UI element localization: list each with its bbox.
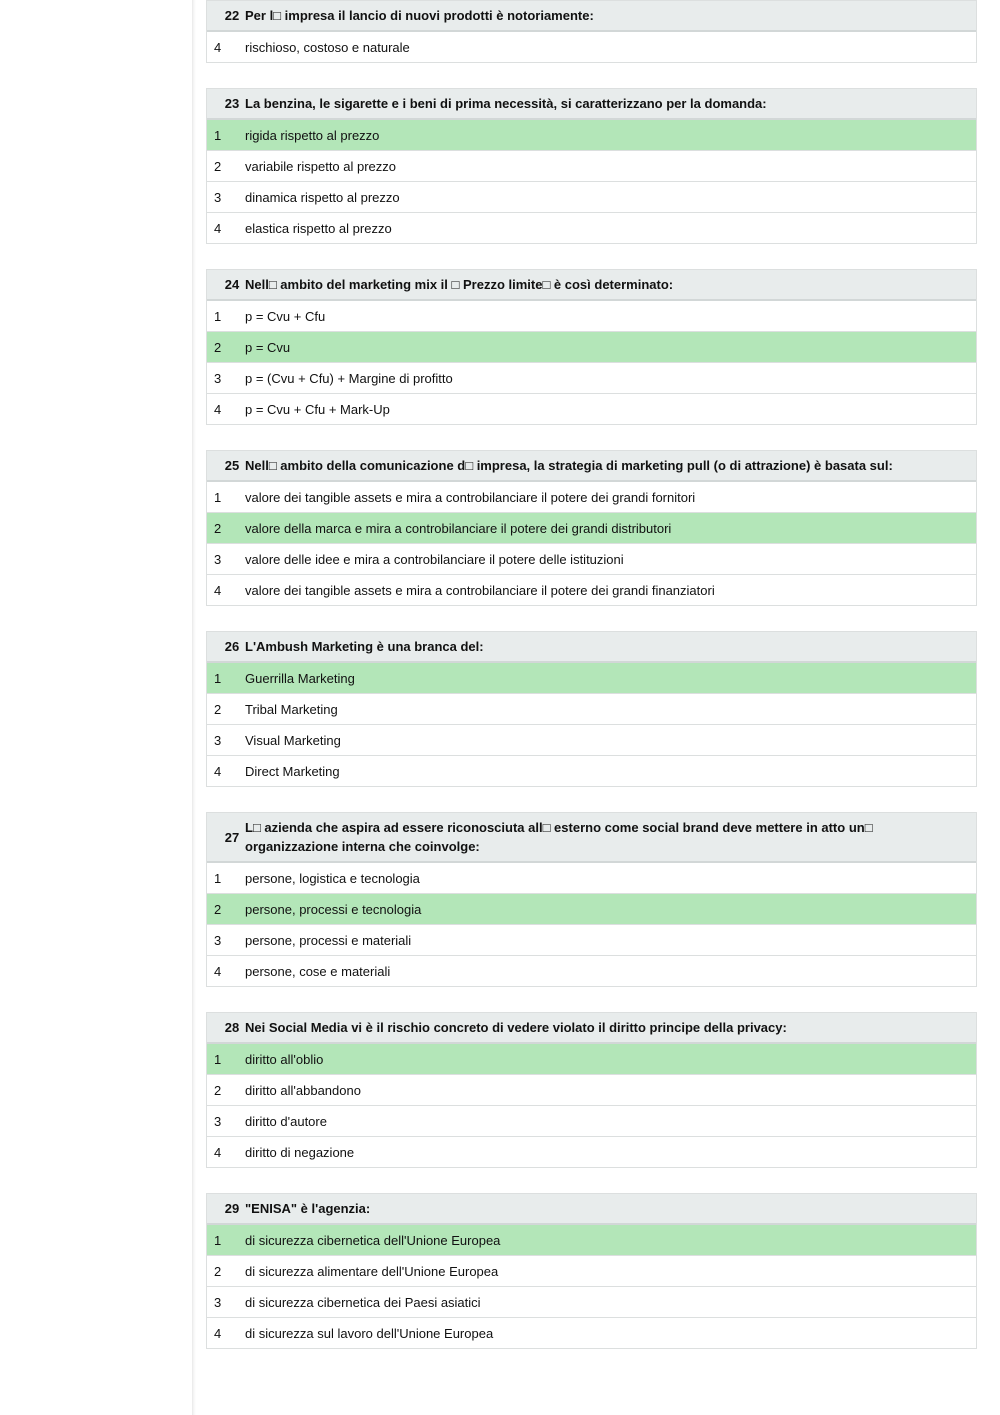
question-block — [206, 0, 977, 63]
answer-row-correct — [207, 332, 976, 363]
answer-text: diritto all'oblio — [245, 1051, 324, 1067]
answer-number: 2 — [214, 520, 222, 536]
answer-text: valore dei tangible assets e mira a controbilanciare il potere dei grandi finanziatori — [245, 582, 715, 598]
answer-text: valore della marca e mira a controbilanciare il potere dei grandi distributori — [245, 520, 672, 536]
answer-text: Visual Marketing — [245, 732, 341, 748]
question-block — [206, 1012, 977, 1168]
answer-row — [207, 1075, 976, 1106]
answer-number: 1 — [214, 1232, 222, 1248]
answer-row — [207, 301, 976, 332]
question-header — [207, 1013, 976, 1044]
question-number-cell — [207, 639, 245, 654]
answer-row — [207, 1106, 976, 1137]
answer-text: diritto di negazione — [245, 1144, 355, 1160]
question-header — [207, 632, 976, 663]
question-number-cell — [207, 458, 245, 473]
answer-row — [207, 394, 976, 425]
answer-number: 4 — [214, 401, 222, 417]
answer-text: dinamica rispetto al prezzo — [245, 189, 400, 205]
question-block — [206, 269, 977, 425]
answer-number: 2 — [214, 339, 222, 355]
answer-text: di sicurezza sul lavoro dell'Unione Europea — [245, 1325, 494, 1341]
answer-number: 3 — [214, 1113, 222, 1129]
page-edge-shadow — [192, 0, 196, 1415]
answer-row-correct — [207, 663, 976, 694]
answer-number: 4 — [214, 39, 222, 55]
question-header — [207, 813, 976, 863]
question-text: La benzina, le sigarette e i beni di prima necessità, si caratterizzano per la domanda: — [245, 96, 767, 111]
question-number: 25 — [224, 458, 240, 473]
answer-text: di sicurezza alimentare dell'Unione Europea — [245, 1263, 499, 1279]
answer-text: rigida rispetto al prezzo — [245, 127, 380, 143]
answer-row — [207, 32, 976, 63]
answer-row — [207, 1256, 976, 1287]
answer-row — [207, 1318, 976, 1349]
answer-text: diritto d'autore — [245, 1113, 327, 1129]
question-number-cell — [207, 1201, 245, 1216]
question-block — [206, 631, 977, 787]
quiz-document — [206, 0, 977, 1374]
answer-number: 1 — [214, 489, 222, 505]
answer-text: persone, processi e tecnologia — [245, 901, 422, 917]
answer-number: 4 — [214, 1325, 222, 1341]
question-number: 27 — [224, 829, 240, 845]
answer-number: 2 — [214, 158, 222, 174]
answer-row-correct — [207, 894, 976, 925]
answer-row — [207, 1287, 976, 1318]
answer-number: 4 — [214, 220, 222, 236]
answer-number: 1 — [214, 1051, 222, 1067]
answer-text: p = (Cvu + Cfu) + Margine di profitto — [245, 370, 453, 386]
question-text: L'Ambush Marketing è una branca del: — [245, 639, 484, 654]
answer-number: 2 — [214, 701, 222, 717]
answer-number: 1 — [214, 670, 222, 686]
question-header — [207, 1, 976, 32]
answer-text: di sicurezza cibernetica dell'Unione Europea — [245, 1232, 501, 1248]
answer-text: variabile rispetto al prezzo — [245, 158, 397, 174]
answer-number: 1 — [214, 870, 222, 886]
question-header — [207, 89, 976, 120]
answer-row — [207, 482, 976, 513]
question-block — [206, 88, 977, 244]
answer-row — [207, 1137, 976, 1168]
answer-text: diritto all'abbandono — [245, 1082, 361, 1098]
question-header — [207, 270, 976, 301]
answer-row — [207, 544, 976, 575]
answer-number: 2 — [214, 901, 222, 917]
answer-number: 3 — [214, 189, 222, 205]
answer-text: Guerrilla Marketing — [245, 670, 355, 686]
answer-text: elastica rispetto al prezzo — [245, 220, 392, 236]
answer-number: 4 — [214, 1144, 222, 1160]
answer-row — [207, 575, 976, 606]
question-number-cell — [207, 277, 245, 292]
answer-row-correct — [207, 1044, 976, 1075]
answer-text: Direct Marketing — [245, 763, 340, 779]
question-number-cell — [207, 1020, 245, 1035]
answer-row — [207, 863, 976, 894]
answer-number: 1 — [214, 308, 222, 324]
answer-row — [207, 925, 976, 956]
answer-row — [207, 213, 976, 244]
answer-text: valore dei tangible assets e mira a controbilanciare il potere dei grandi fornitori — [245, 489, 696, 505]
answer-row — [207, 151, 976, 182]
answer-text: p = Cvu — [245, 339, 291, 355]
question-number: 23 — [224, 96, 240, 111]
answer-number: 3 — [214, 932, 222, 948]
answer-number: 4 — [214, 582, 222, 598]
answer-number: 1 — [214, 127, 222, 143]
answer-row — [207, 956, 976, 987]
answer-row-correct — [207, 513, 976, 544]
question-block — [206, 812, 977, 987]
question-number: 22 — [224, 8, 240, 23]
question-number-cell — [207, 96, 245, 111]
question-number-cell — [207, 830, 245, 845]
question-text: Nei Social Media vi è il rischio concreto di vedere violato il diritto principe della privacy: — [245, 1020, 787, 1035]
answer-number: 2 — [214, 1082, 222, 1098]
answer-text: rischioso, costoso e naturale — [245, 39, 410, 55]
question-text: Per l□ impresa il lancio di nuovi prodotti è notoriamente: — [245, 8, 594, 23]
question-text: L□ azienda che aspira ad essere riconosciuta all□ esterno come social brand deve mettere in atto un□ organizzazione interna che coinvolge: — [245, 820, 873, 854]
question-block — [206, 1193, 977, 1349]
question-number: 28 — [224, 1020, 240, 1035]
question-block — [206, 450, 977, 606]
answer-row-correct — [207, 120, 976, 151]
question-text: Nell□ ambito della comunicazione d□ impresa, la strategia di marketing pull (o di attrazione) è basata sul: — [245, 458, 893, 473]
answer-text: p = Cvu + Cfu + Mark-Up — [245, 401, 390, 417]
answer-row — [207, 756, 976, 787]
question-number-cell — [207, 8, 245, 23]
answer-text: Tribal Marketing — [245, 701, 338, 717]
answer-number: 3 — [214, 1294, 222, 1310]
answer-row-correct — [207, 1225, 976, 1256]
answer-text: persone, cose e materiali — [245, 963, 391, 979]
question-number: 24 — [224, 277, 240, 292]
answer-number: 3 — [214, 370, 222, 386]
answer-number: 3 — [214, 732, 222, 748]
answer-text: persone, processi e materiali — [245, 932, 412, 948]
answer-text: di sicurezza cibernetica dei Paesi asiatici — [245, 1294, 481, 1310]
answer-row — [207, 363, 976, 394]
answer-row — [207, 182, 976, 213]
answer-number: 3 — [214, 551, 222, 567]
question-header — [207, 451, 976, 482]
answer-text: valore delle idee e mira a controbilanciare il potere delle istituzioni — [245, 551, 624, 567]
answer-number: 2 — [214, 1263, 222, 1279]
answer-number: 4 — [214, 763, 222, 779]
question-text: Nell□ ambito del marketing mix il □ Prezzo limite□ è così determinato: — [245, 277, 674, 292]
answer-row — [207, 725, 976, 756]
answer-row — [207, 694, 976, 725]
question-text: "ENISA" è l'agenzia: — [245, 1201, 371, 1216]
answer-text: p = Cvu + Cfu — [245, 308, 326, 324]
question-number: 26 — [224, 639, 240, 654]
question-number: 29 — [224, 1201, 240, 1216]
answer-text: persone, logistica e tecnologia — [245, 870, 420, 886]
answer-number: 4 — [214, 963, 222, 979]
question-header — [207, 1194, 976, 1225]
